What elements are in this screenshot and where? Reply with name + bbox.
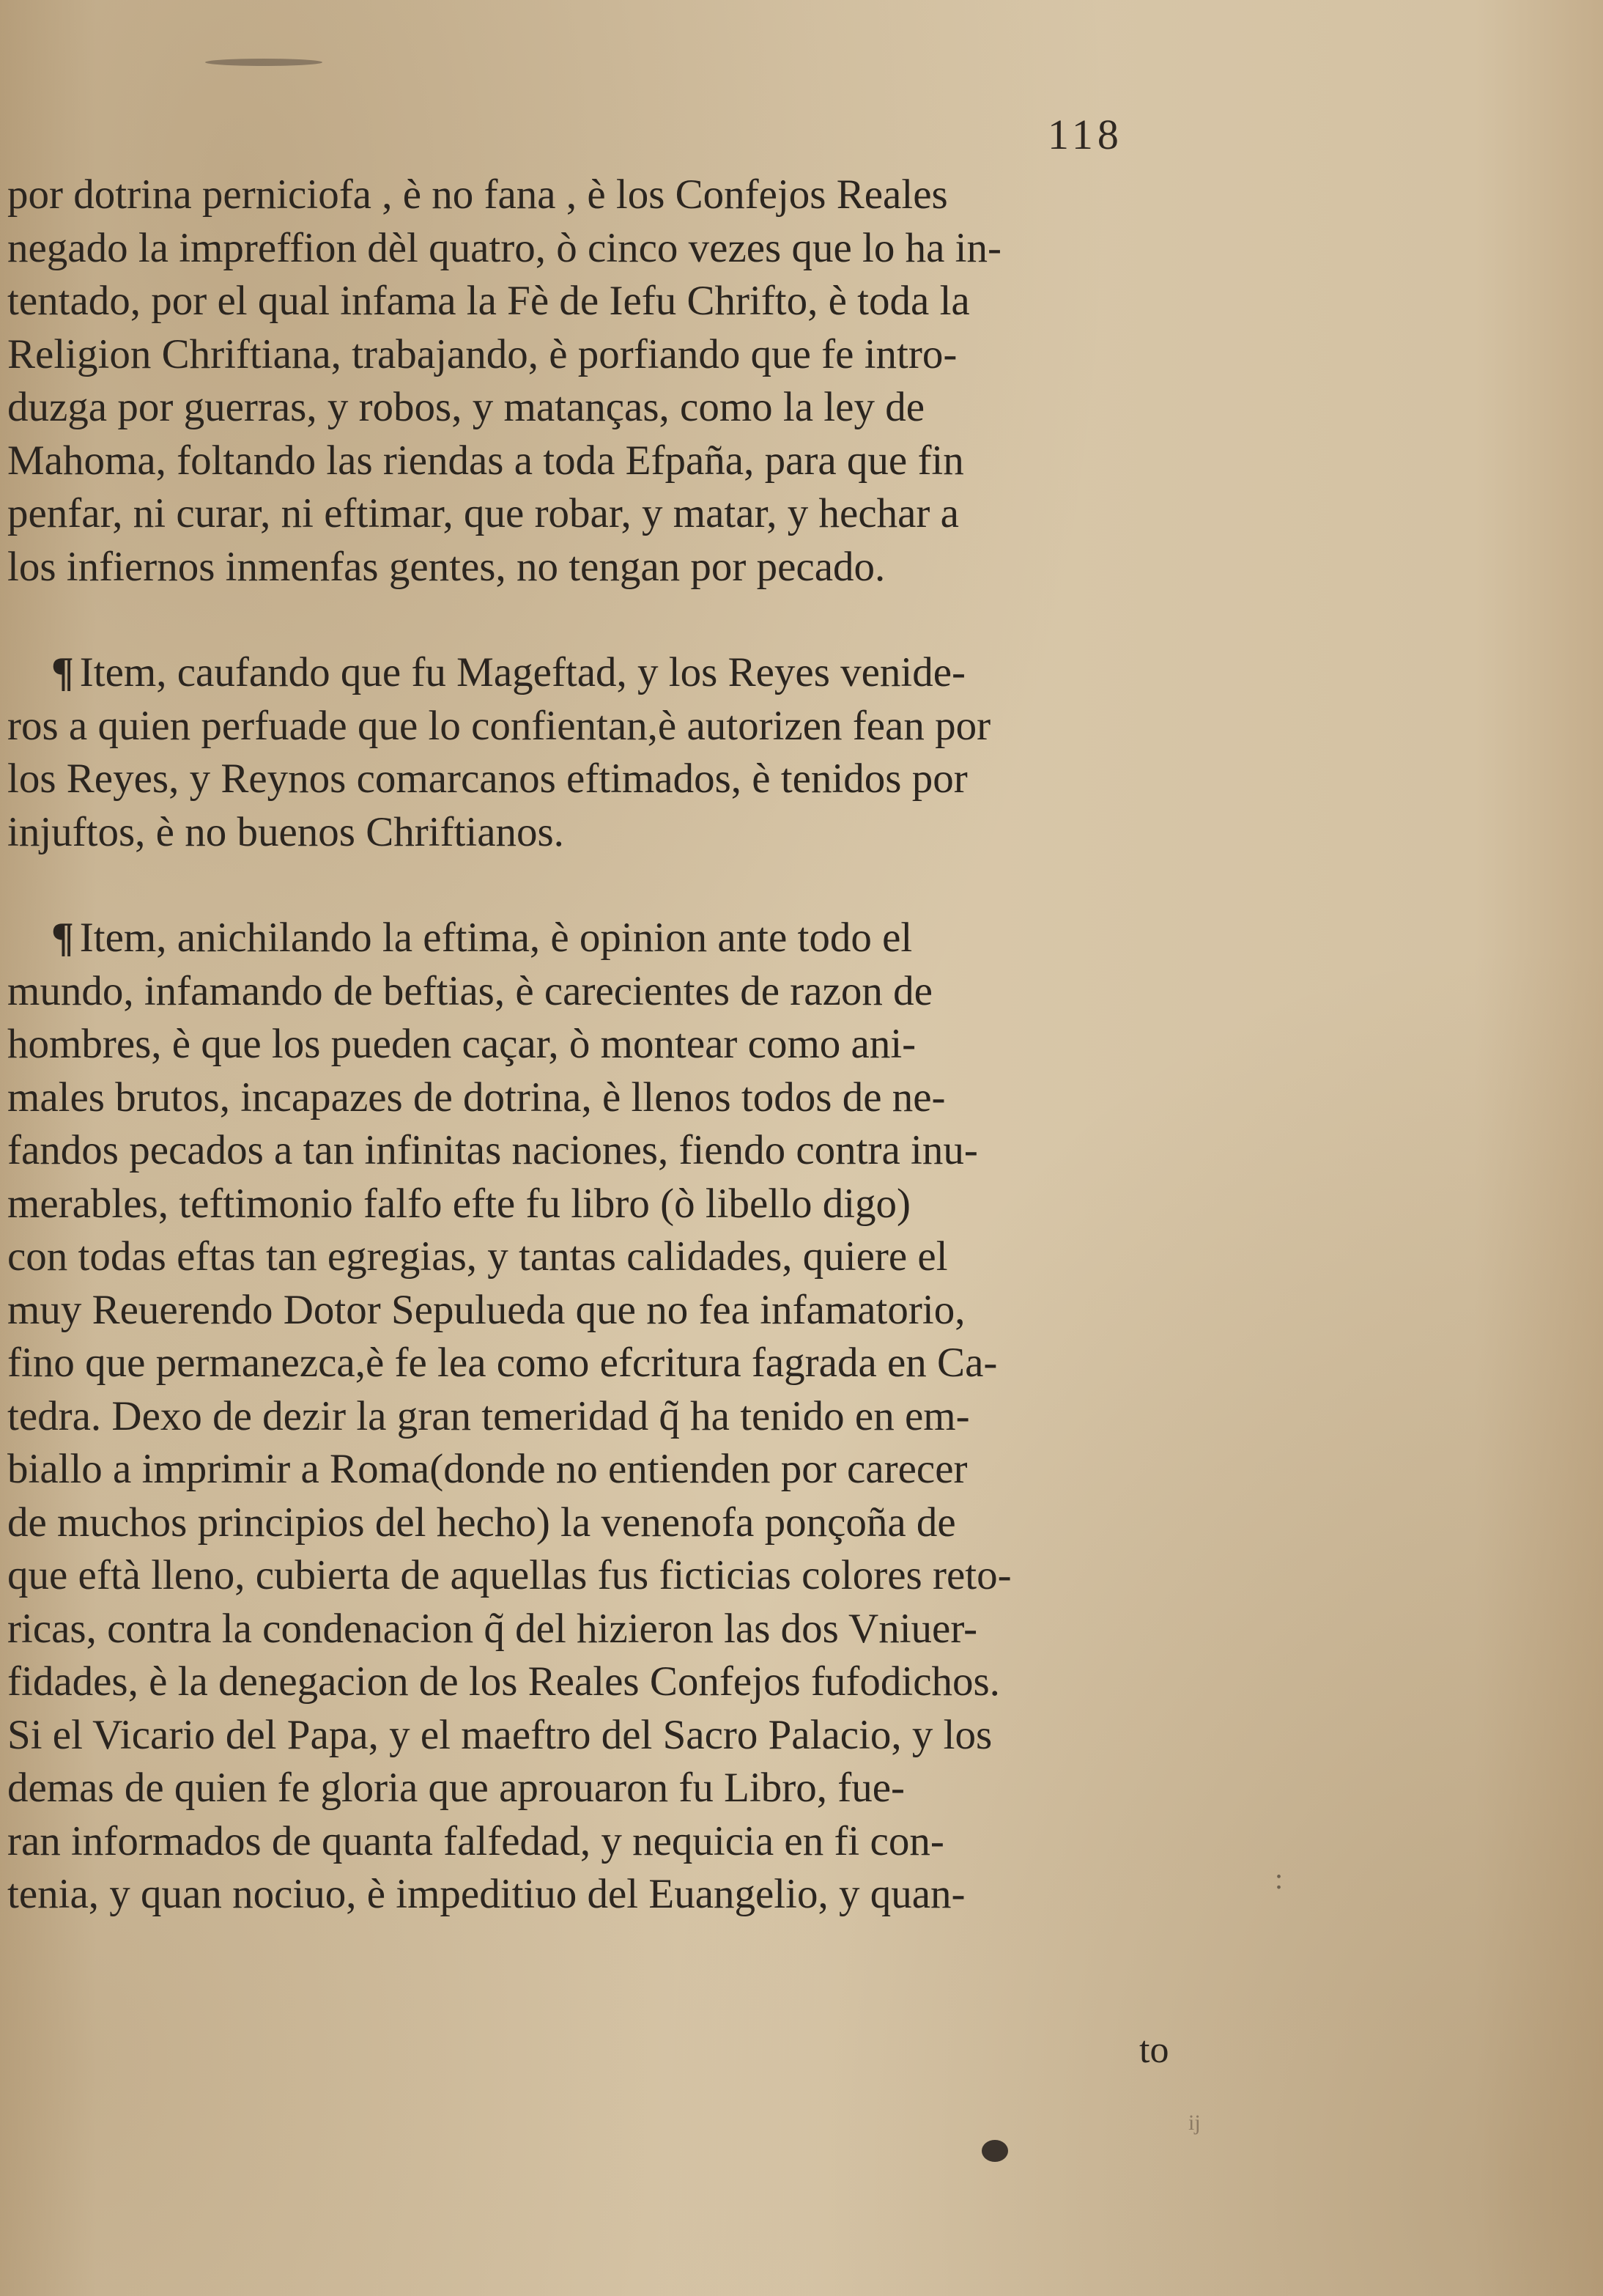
text-line: ¶ Item, caufando que fu Mageftad, y los Reyes venide- [51,649,966,695]
text-line: merables, teftimonio falfo efte fu libro (ò libello digo) [7,1180,911,1227]
text-line: injuftos, è no buenos Chriftianos. [7,808,564,855]
ink-blot [982,2140,1008,2162]
text-line: Si el Vicario del Papa, y el maeftro del Sacro Palacio, y los [7,1711,993,1758]
text-line: tedra. Dexo de dezir la gran temeridad q̃ ha tenido en em- [7,1392,970,1439]
paragraph-2 [7,646,1187,859]
text-line: los Reyes, y Reynos comarcanos eftimados, è tenidos por [7,756,968,802]
text-line: males brutos, incapazes de dotrina, è llenos todos de ne- [7,1074,946,1121]
text-line: fino que permanezca,è fe lea como efcritura fagrada en Ca- [7,1340,998,1386]
catchword: to [1139,2029,1169,2071]
paragraph-1 [7,169,1187,594]
text-line: Mahoma, foltando las riendas a toda Efpaña, para que fin [7,437,964,484]
text-line: con todas eftas tan egregias, y tantas calidades, quiere el [7,1233,948,1280]
text-line: fandos pecados a tan infinitas naciones, fiendo contra inu- [7,1127,978,1173]
text-line: ricas, contra la condenacion q̃ del hizieron las dos Vniuer- [7,1605,978,1652]
text-line: de muchos principios del hecho) la venenofa ponçoña de [7,1499,956,1546]
page-number: 118 [1048,111,1123,158]
text-line: penfar, ni curar, ni eftimar, que robar, y matar, y hechar a [7,490,959,536]
text-line: ¶ Item, anichilando la eftima, è opinion ante todo el [51,915,913,961]
text-line: muy Reuerendo Dotor Sepulueda que no fea infamatorio, [7,1286,966,1333]
paragraph-3 [7,912,1187,1922]
text-line: mundo, infamando de beftias, è carecientes de razon de [7,967,933,1014]
margin-dots: : [1275,1862,1284,1895]
text-line: que eftà lleno, cubierta de aquellas fus ficticias colores reto- [7,1552,1012,1598]
text-line: demas de quien fe gloria que aprouaron fu Libro, fue- [7,1765,906,1811]
text-line: fidades, è la denegacion de los Reales Confejos fufodichos. [7,1658,1000,1705]
signature-mark: ij [1188,2111,1201,2135]
text-line: ran informados de quanta falfedad, y nequicia en fi con- [7,1817,944,1864]
text-line: tenia, y quan nociuo, è impeditiuo del Euangelio, y quan- [7,1871,966,1917]
pilcrow-mark: ¶ [51,649,74,695]
text-line: negado la impreffion dèl quatro, ò cinco vezes que lo ha in- [7,224,1002,271]
text-line: ros a quien perfuade que lo confientan,è autorizen fean por [7,702,991,749]
text-line: Religion Chriftiana, trabajando, è porfiando que fe intro- [7,331,958,377]
text-line: duzga por guerras, y robos, y matanças, como la ley de [7,384,925,430]
text-line: los infiernos inmenfas gentes, no tengan por pecado. [7,543,886,590]
pilcrow-mark: ¶ [51,915,74,961]
ink-smudge [205,59,322,66]
text-line: por dotrina perniciofa , è no fana , è los Confejos Reales [7,171,948,218]
text-line: tentado, por el qual infama la Fè de Iefu Chrifto, è toda la [7,278,970,324]
text-line: hombres, è que los pueden caçar, ò montear como ani- [7,1021,917,1067]
main-text [7,169,1187,1922]
text-line: biallo a imprimir a Roma(donde no entienden por carecer [7,1446,968,1492]
